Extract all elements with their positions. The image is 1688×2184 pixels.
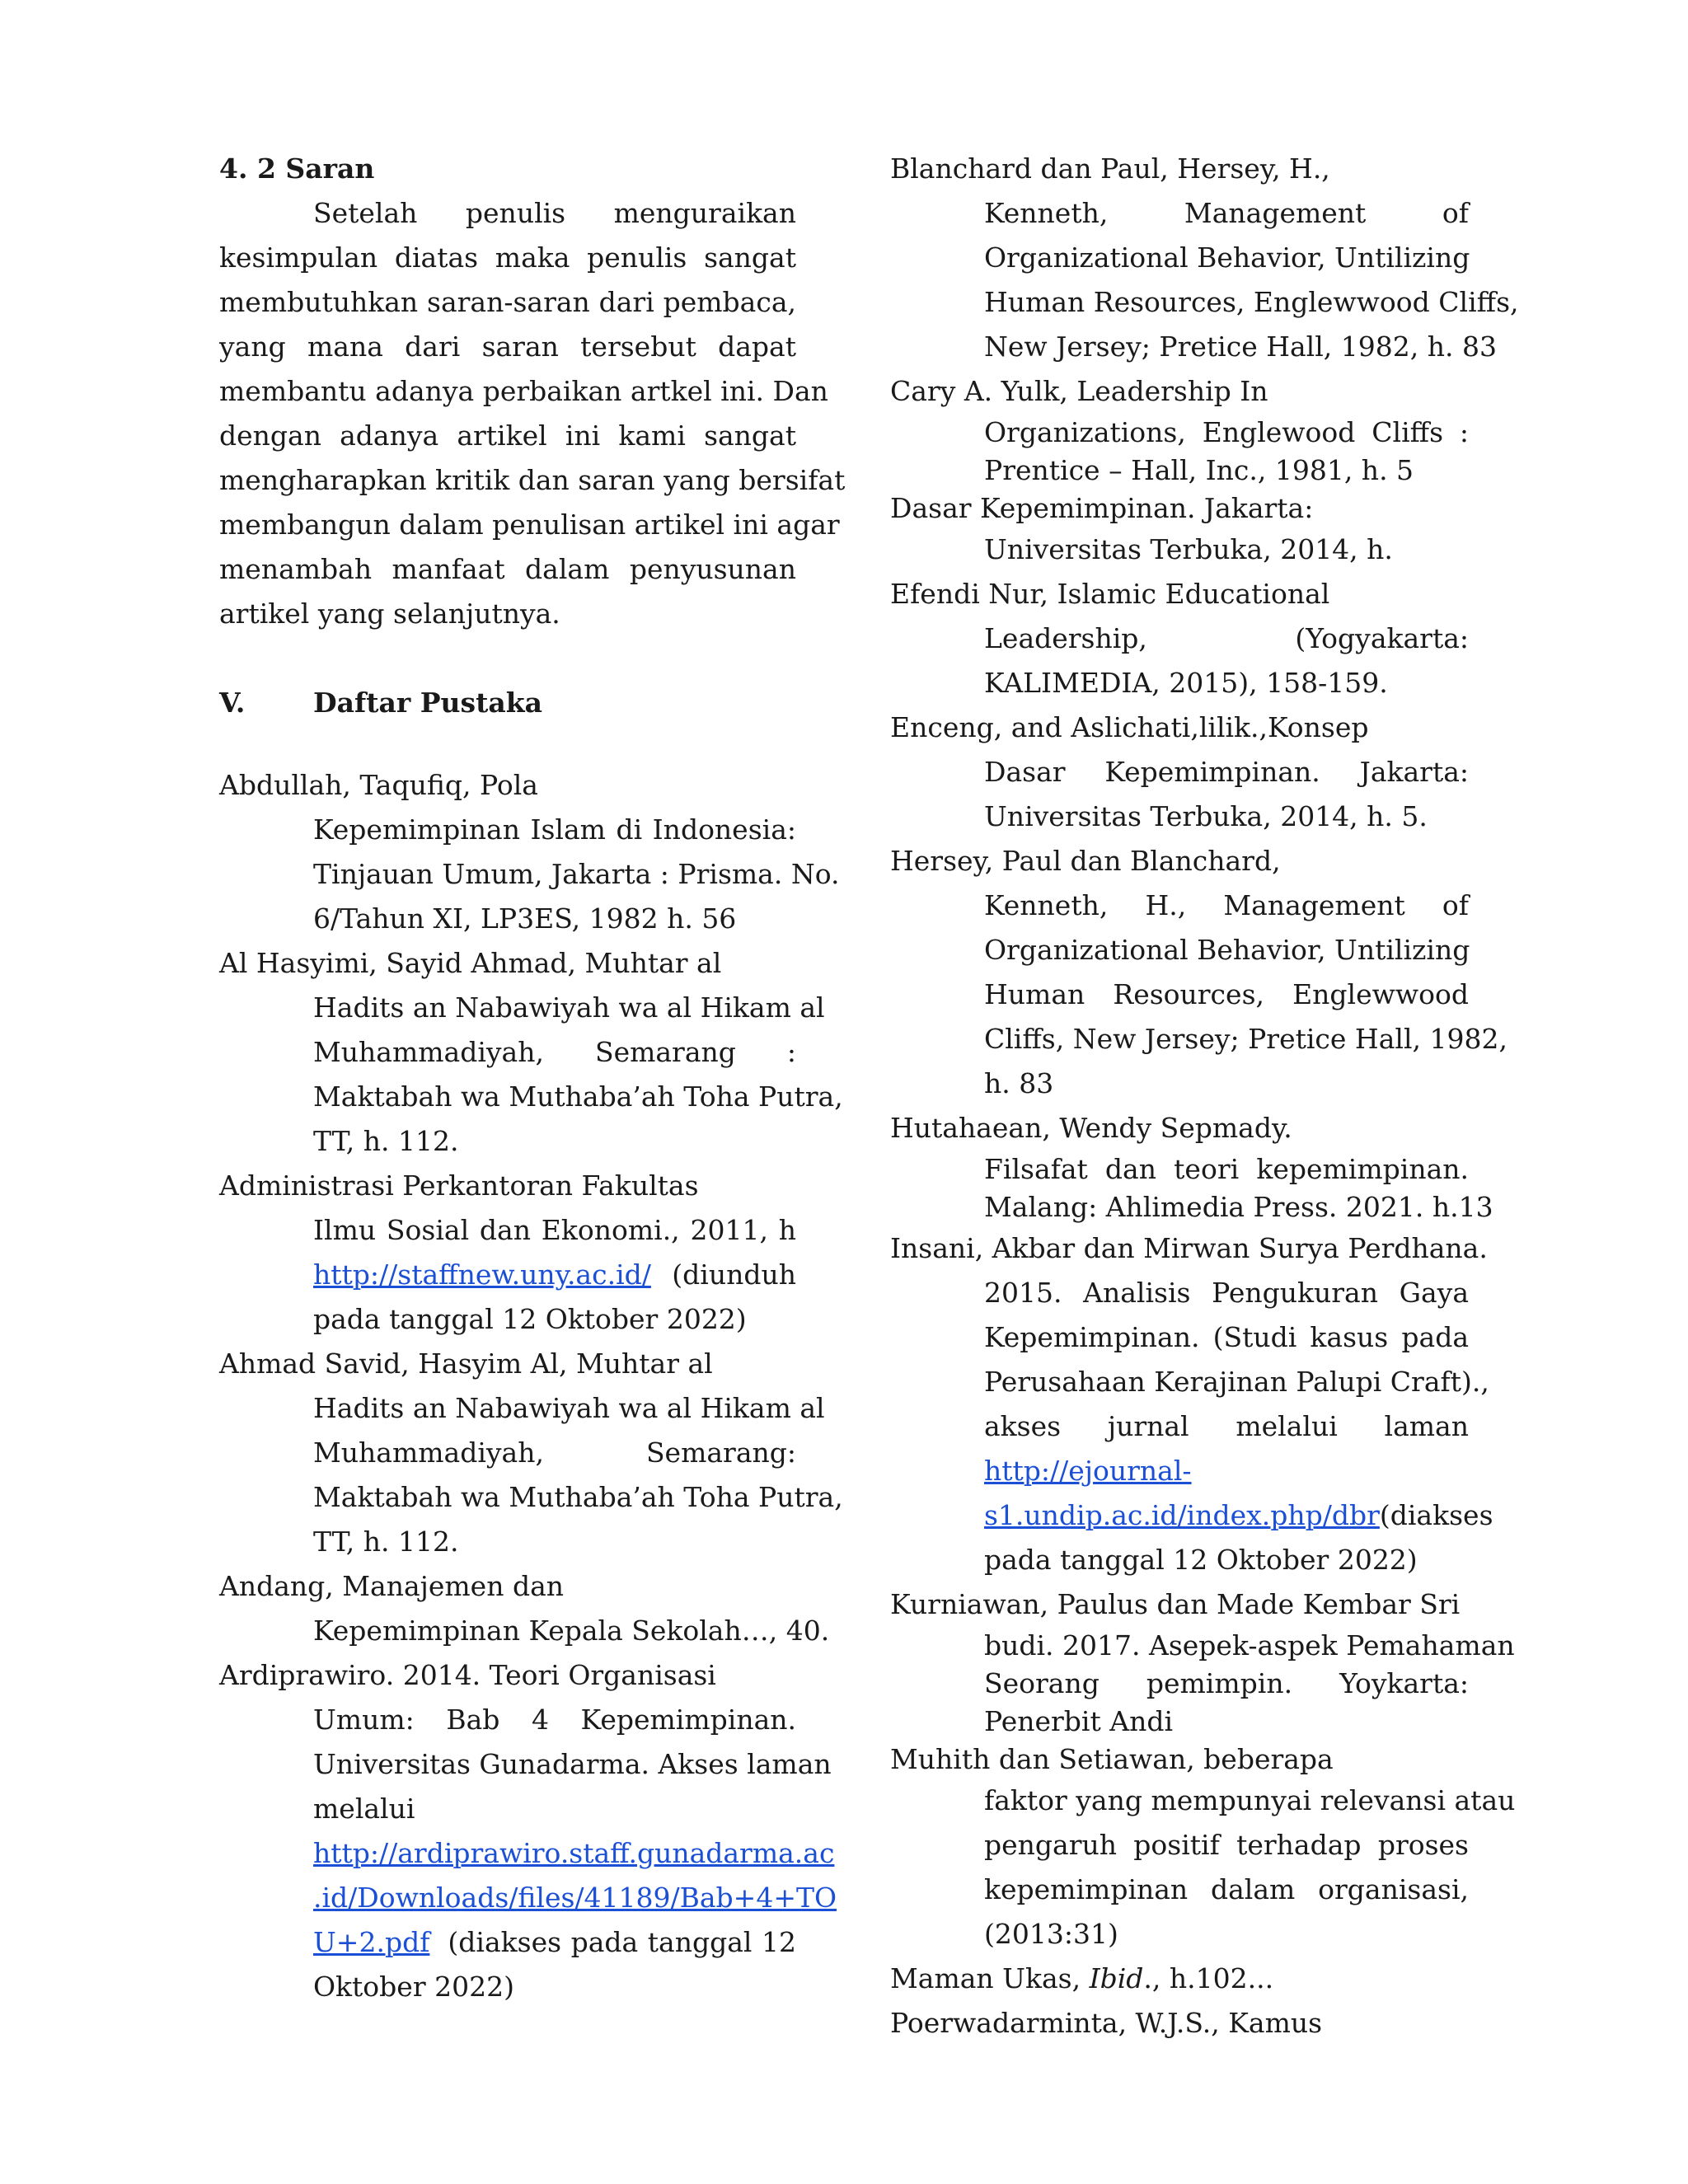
paragraph-line: mengharapkan kritik dan saran yang bersifat: [219, 464, 846, 496]
reference-link[interactable]: s1.undip.ac.id/index.php/dbr: [984, 1499, 1380, 1531]
reference-line: Tinjauan Umum, Jakarta : Prisma. No.: [313, 858, 840, 890]
paragraph-line: kesimpulan diatas maka penulis sangat: [219, 241, 796, 274]
reference-line: TT, h. 112.: [313, 1125, 459, 1157]
reference-line: h. 83: [984, 1067, 1054, 1099]
reference-italic-text: Ibid: [1089, 1962, 1144, 1994]
reference-line: Enceng, and Aslichati,lilik.,Konsep: [890, 711, 1369, 743]
reference-line: Perusahaan Kerajinan Palupi Craft).,: [984, 1366, 1489, 1398]
reference-line: pengaruh positif terhadap proses: [984, 1829, 1469, 1861]
reference-line: Leadership, (Yogyakarta:: [984, 622, 1469, 654]
reference-line: Al Hasyimi, Sayid Ahmad, Muhtar al: [219, 947, 722, 979]
reference-line: Universitas Gunadarma. Akses laman: [313, 1748, 832, 1780]
section-title: Daftar Pustaka: [313, 687, 542, 719]
reference-line: Insani, Akbar dan Mirwan Surya Perdhana.: [890, 1232, 1488, 1264]
reference-link[interactable]: http://ejournal-: [984, 1455, 1192, 1487]
reference-maman-ukas: [890, 1957, 1469, 2001]
reference-line: [890, 1449, 1469, 1493]
reference-line: Kepemimpinan Islam di Indonesia:: [313, 813, 796, 846]
paragraph-line: menambah manfaat dalam penyusunan: [219, 553, 796, 585]
reference-line: melalui: [313, 1793, 415, 1825]
reference-line: Kepemimpinan. (Studi kasus pada: [984, 1321, 1469, 1353]
reference-line: Human Resources, Englewwood Cliffs,: [984, 286, 1519, 318]
reference-line: Dasar Kepemimpinan. Jakarta:: [984, 756, 1469, 788]
reference-efendi: [890, 572, 1469, 705]
reference-line: Efendi Nur, Islamic Educational: [890, 578, 1330, 610]
right-column: [890, 147, 1519, 2046]
reference-line: Universitas Terbuka, 2014, h.: [984, 533, 1393, 565]
reference-line: Organizational Behavior, Untilizing: [984, 241, 1470, 274]
reference-line: Ilmu Sosial dan Ekonomi., 2011, h: [313, 1214, 796, 1246]
reference-hutahaean: [890, 1106, 1493, 1226]
reference-line: Oktober 2022): [313, 1971, 514, 2003]
reference-line: Cary A. Yulk, Leadership In: [890, 375, 1268, 407]
section-heading-saran: 4. 2 Saran: [219, 152, 375, 185]
reference-muhith: [890, 1741, 1516, 1957]
reference-hersey: [890, 839, 1507, 1106]
reference-text: ., h.102...: [1143, 1962, 1274, 1994]
reference-line: Prentice – Hall, Inc., 1981, h. 5: [984, 454, 1414, 486]
reference-line: Administrasi Perkantoran Fakultas: [219, 1169, 699, 1202]
reference-line: Ahmad Savid, Hasyim Al, Muhtar al: [219, 1347, 713, 1380]
reference-text: Maman Ukas,: [890, 1962, 1090, 1994]
reference-ahmad-savid: [219, 1342, 843, 1564]
reference-insani: [890, 1226, 1493, 1582]
reference-line: pada tanggal 12 Oktober 2022): [984, 1544, 1418, 1576]
reference-text: (diunduh: [672, 1258, 796, 1291]
reference-text: (diakses pada tanggal 12: [448, 1926, 796, 1958]
reference-al-hasyimi: [219, 941, 843, 1164]
reference-andang: [219, 1564, 830, 1653]
reference-blanchard: [890, 147, 1519, 369]
section-number: V.: [219, 687, 246, 719]
paragraph-line: membangun dalam penulisan artikel ini agar: [219, 509, 840, 541]
paragraph-line: membantu adanya perbaikan artkel ini. Dan: [219, 375, 828, 407]
reference-line: Filsafat dan teori kepemimpinan.: [984, 1153, 1469, 1185]
reference-line: Blanchard dan Paul, Hersey, H.,: [890, 152, 1330, 185]
saran-paragraph: [219, 191, 846, 636]
reference-line: Cliffs, New Jersey; Pretice Hall, 1982,: [984, 1023, 1507, 1055]
section-heading-daftar-pustaka: [219, 681, 796, 725]
reference-line: Malang: Ahlimedia Press. 2021. h.13: [984, 1191, 1493, 1223]
reference-line: Hadits an Nabawiyah wa al Hikam al: [313, 991, 825, 1024]
reference-line: Human Resources, Englewwood: [984, 978, 1469, 1010]
reference-line: Hersey, Paul dan Blanchard,: [890, 845, 1281, 877]
reference-administrasi: [219, 1164, 796, 1342]
paragraph-line: membutuhkan saran-saran dari pembaca,: [219, 286, 796, 318]
reference-line: Organizational Behavior, Untilizing: [984, 934, 1470, 966]
reference-link[interactable]: .id/Downloads/files/41189/Bab+4+TO: [313, 1882, 837, 1914]
reference-line: [219, 1876, 837, 1920]
reference-line: New Jersey; Pretice Hall, 1982, h. 83: [984, 330, 1497, 363]
paragraph-line: dengan adanya artikel ini kami sangat: [219, 419, 796, 452]
reference-line: kepemimpinan dalam organisasi,: [984, 1873, 1469, 1905]
reference-line: KALIMEDIA, 2015), 158-159.: [984, 667, 1388, 699]
reference-line: Kenneth, H., Management of: [984, 889, 1469, 921]
reference-line: Maktabah wa Muthaba’ah Toha Putra,: [313, 1080, 843, 1113]
reference-line: Abdullah, Taqufiq, Pola: [219, 769, 538, 801]
reference-line: Andang, Manajemen dan: [219, 1570, 565, 1602]
reference-line: (2013:31): [984, 1918, 1118, 1950]
reference-line: Maktabah wa Muthaba’ah Toha Putra,: [313, 1481, 843, 1513]
reference-line: 6/Tahun XI, LP3ES, 1982 h. 56: [313, 902, 737, 935]
paragraph-line: yang mana dari saran tersebut dapat: [219, 330, 796, 363]
reference-ardiprawiro: [219, 1653, 837, 2009]
reference-line: Universitas Terbuka, 2014, h. 5.: [984, 800, 1428, 832]
reference-text: (diakses: [1379, 1499, 1493, 1531]
reference-line: 2015. Analisis Pengukuran Gaya: [984, 1277, 1469, 1309]
reference-line: Kurniawan, Paulus dan Made Kembar Sri: [890, 1588, 1461, 1620]
reference-kurniawan: [890, 1582, 1515, 1741]
reference-line: [890, 1493, 1493, 1538]
reference-line: Muhammadiyah, Semarang :: [313, 1036, 796, 1068]
reference-line: pada tanggal 12 Oktober 2022): [313, 1303, 747, 1335]
reference-line: budi. 2017. Asepek-aspek Pemahaman: [984, 1629, 1515, 1661]
reference-line: TT, h. 112.: [313, 1526, 459, 1558]
reference-line: Umum: Bab 4 Kepemimpinan.: [313, 1704, 796, 1736]
reference-line: Kepemimpinan Kepala Sekolah…, 40.: [313, 1615, 830, 1647]
paragraph-line: Setelah penulis menguraikan: [313, 197, 796, 229]
reference-line: [219, 1253, 796, 1297]
reference-line: [219, 1831, 835, 1876]
paragraph-line: artikel yang selanjutnya.: [219, 598, 560, 630]
reference-link[interactable]: U+2.pdf: [313, 1926, 430, 1958]
reference-line: Ardiprawiro. 2014. Teori Organisasi: [219, 1659, 716, 1691]
reference-line: Dasar Kepemimpinan. Jakarta:: [890, 492, 1314, 524]
reference-line: Muhith dan Setiawan, beberapa: [890, 1743, 1334, 1775]
reference-line: Hutahaean, Wendy Sepmady.: [890, 1112, 1292, 1144]
reference-line: Kenneth, Management of: [984, 197, 1469, 229]
reference-line: Muhammadiyah, Semarang:: [313, 1436, 796, 1469]
reference-line: Organizations, Englewood Cliffs :: [984, 416, 1469, 448]
reference-cary-yulk: [890, 369, 1469, 490]
reference-line: akses jurnal melalui laman: [984, 1410, 1469, 1442]
reference-line: Seorang pemimpin. Yoykarta:: [984, 1667, 1469, 1699]
reference-line: Hadits an Nabawiyah wa al Hikam al: [313, 1392, 825, 1424]
reference-line: faktor yang mempunyai relevansi atau: [984, 1784, 1516, 1816]
reference-poerwadarminta: Poerwadarminta, W.J.S., Kamus: [890, 2007, 1323, 2039]
reference-link[interactable]: http://staffnew.uny.ac.id/: [313, 1258, 651, 1291]
reference-abdullah: [219, 763, 840, 941]
reference-line: Penerbit Andi: [984, 1705, 1174, 1737]
left-column: [219, 147, 846, 2009]
reference-enceng: [890, 705, 1469, 839]
reference-dasar-kepemimpinan: [890, 490, 1469, 572]
reference-line: [219, 1920, 796, 1965]
reference-link[interactable]: http://ardiprawiro.staff.gunadarma.ac: [313, 1837, 835, 1869]
